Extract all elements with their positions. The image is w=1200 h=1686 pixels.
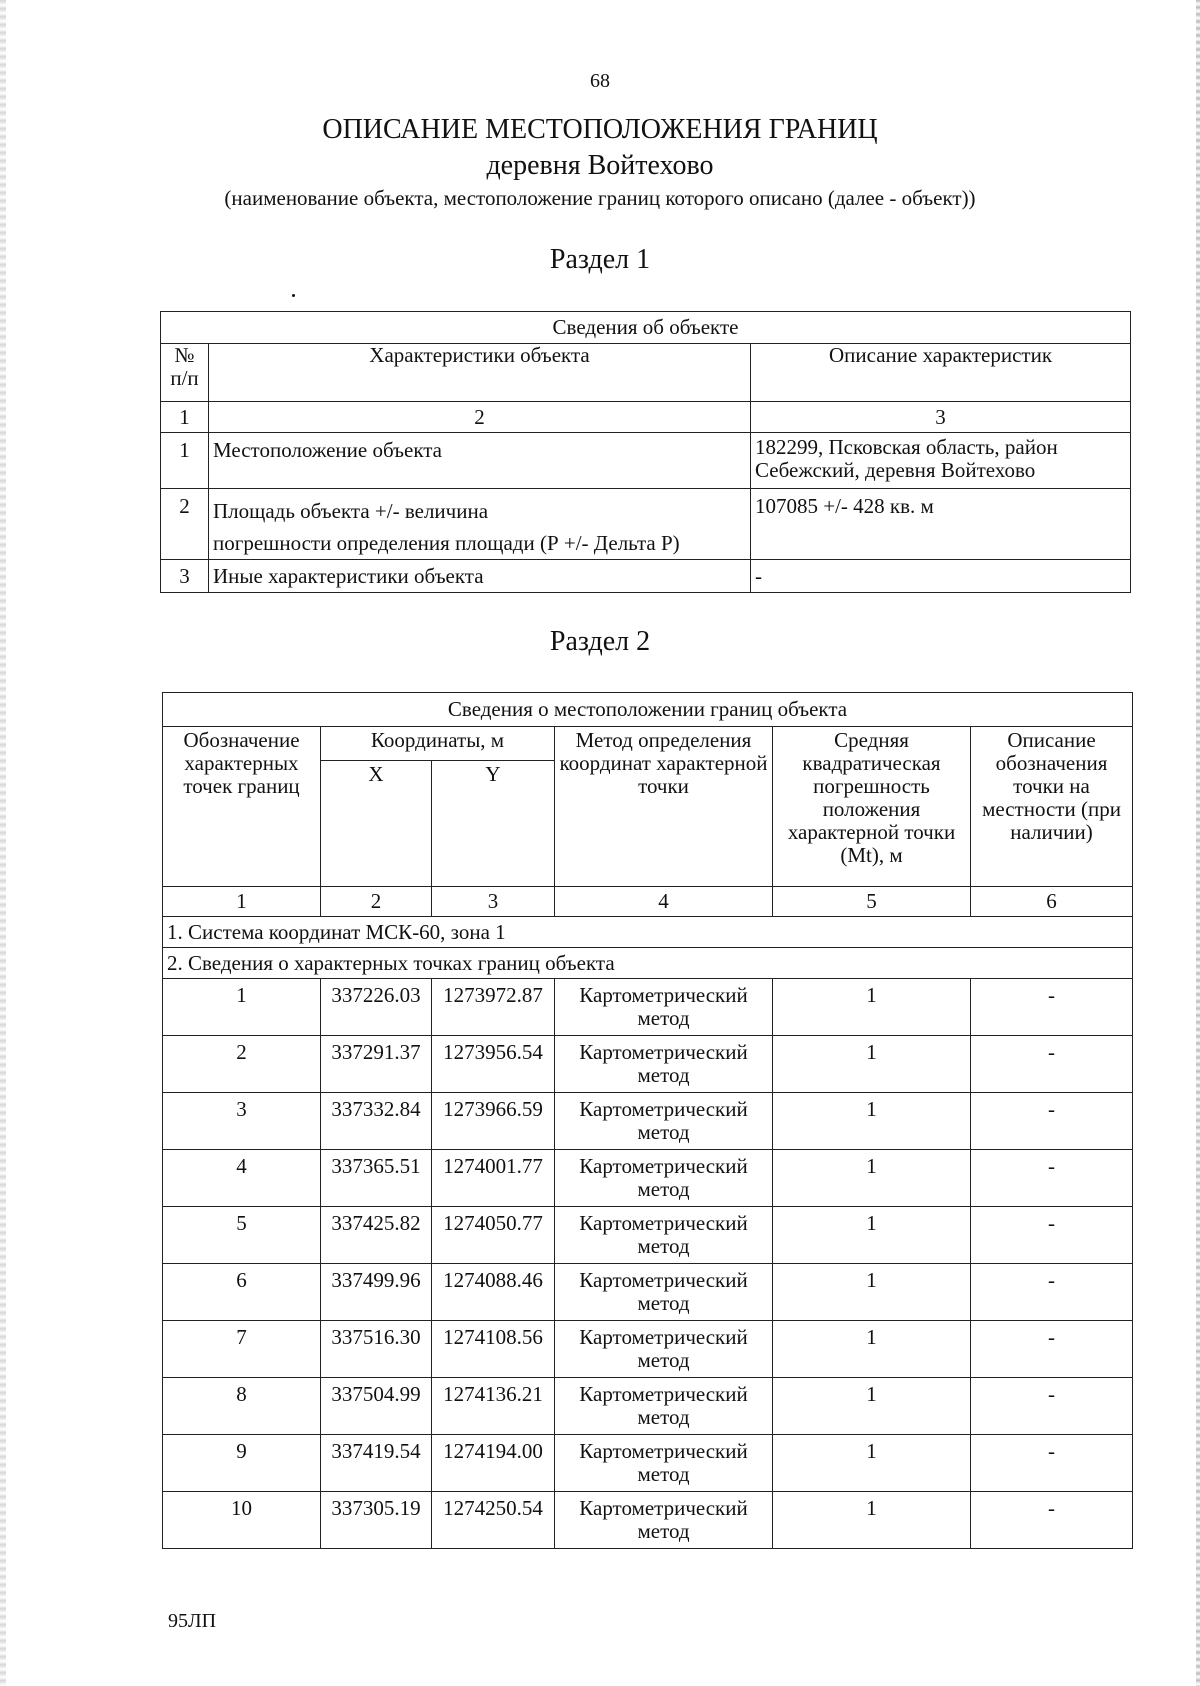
mean-error: 1 xyxy=(773,1150,971,1207)
table-row xyxy=(163,1435,1133,1492)
point-description: - xyxy=(971,1036,1133,1093)
page-number: 68 xyxy=(590,70,610,92)
header-coordinates: Координаты, м xyxy=(321,727,555,761)
method-line-2: метод xyxy=(637,1519,690,1543)
method-line-1: Картометрический xyxy=(579,1496,748,1520)
table-row xyxy=(163,1321,1133,1378)
method xyxy=(555,1321,773,1378)
point-number: 4 xyxy=(163,1150,321,1207)
method xyxy=(555,1150,773,1207)
point-number: 2 xyxy=(163,1036,321,1093)
header-x: X xyxy=(321,761,432,887)
table-row xyxy=(163,979,1133,1036)
mean-error: 1 xyxy=(773,1207,971,1264)
coord-y: 1274136.21 xyxy=(432,1378,555,1435)
method xyxy=(555,1435,773,1492)
method xyxy=(555,1036,773,1093)
col-number: 5 xyxy=(773,887,971,917)
method xyxy=(555,1492,773,1549)
coord-y: 1274194.00 xyxy=(432,1435,555,1492)
document-title: ОПИСАНИЕ МЕСТОПОЛОЖЕНИЯ ГРАНИЦ xyxy=(322,114,878,145)
table-row xyxy=(163,1207,1133,1264)
coord-y: 1273972.87 xyxy=(432,979,555,1036)
table-row xyxy=(161,433,1131,489)
mean-error: 1 xyxy=(773,1378,971,1435)
header-point-description: Описание обозначения точки на местности (при наличии) xyxy=(971,727,1133,887)
table-title: Сведения о местоположении границ объекта xyxy=(163,693,1133,727)
point-description: - xyxy=(971,1207,1133,1264)
col-number: 1 xyxy=(161,402,209,433)
row-no: 1 xyxy=(161,433,209,489)
point-description: - xyxy=(971,1435,1133,1492)
row-characteristic: Иные характеристики объекта xyxy=(209,560,751,593)
method-line-2: метод xyxy=(637,1177,690,1201)
row-description: - xyxy=(751,560,1131,593)
mean-error: 1 xyxy=(773,1321,971,1378)
method-line-1: Картометрический xyxy=(579,1211,748,1235)
scan-dot xyxy=(292,294,295,297)
row-description: 107085 +/- 428 кв. м xyxy=(751,489,1131,560)
method-line-2: метод xyxy=(637,1234,690,1258)
method-line-1: Картометрический xyxy=(579,1268,748,1292)
mean-error: 1 xyxy=(773,1264,971,1321)
section-2-heading: Раздел 2 xyxy=(549,626,651,657)
table-row xyxy=(163,1264,1133,1321)
point-number: 6 xyxy=(163,1264,321,1321)
col-number: 4 xyxy=(555,887,773,917)
method xyxy=(555,1378,773,1435)
method-line-1: Картометрический xyxy=(579,1382,748,1406)
col-number: 2 xyxy=(209,402,751,433)
header-y: Y xyxy=(432,761,555,887)
coord-y: 1274250.54 xyxy=(432,1492,555,1549)
coord-y: 1273956.54 xyxy=(432,1036,555,1093)
method-line-1: Картометрический xyxy=(579,1097,748,1121)
table-row xyxy=(163,1150,1133,1207)
col-number: 1 xyxy=(163,887,321,917)
table-row xyxy=(161,560,1131,593)
col-number: 2 xyxy=(321,887,432,917)
point-number: 3 xyxy=(163,1093,321,1150)
object-name-note: (наименование объекта, местоположение границ которого описано (далее - объект)) xyxy=(224,186,976,210)
point-description: - xyxy=(971,1150,1133,1207)
table-row xyxy=(161,489,1131,560)
method xyxy=(555,1093,773,1150)
coord-x: 337499.96 xyxy=(321,1264,432,1321)
mean-error: 1 xyxy=(773,1492,971,1549)
method-line-2: метод xyxy=(637,1006,690,1030)
point-number: 7 xyxy=(163,1321,321,1378)
method-line-1: Картометрический xyxy=(579,1154,748,1178)
point-description: - xyxy=(971,1321,1133,1378)
coord-x: 337419.54 xyxy=(321,1435,432,1492)
method xyxy=(555,979,773,1036)
coord-x: 337226.03 xyxy=(321,979,432,1036)
point-number: 10 xyxy=(163,1492,321,1549)
table-row xyxy=(163,1036,1133,1093)
header-method: Метод определения координат характерной точки xyxy=(555,727,773,887)
coord-y: 1274108.56 xyxy=(432,1321,555,1378)
header-error: Средняя квадратическая погрешность положения характерной точки (Mt), м xyxy=(773,727,971,887)
object-info-table xyxy=(160,311,1131,593)
method-line-1: Картометрический xyxy=(579,983,748,1007)
row-no: 2 xyxy=(161,489,209,560)
method-line-2: метод xyxy=(637,1348,690,1372)
table-row xyxy=(163,1093,1133,1150)
row-description: 182299, Псковская область, район Себежский, деревня Войтехово xyxy=(751,433,1131,489)
point-description: - xyxy=(971,1264,1133,1321)
coordinate-system: 1. Система координат МСК-60, зона 1 xyxy=(163,917,1133,948)
method xyxy=(555,1264,773,1321)
coord-x: 337365.51 xyxy=(321,1150,432,1207)
point-description: - xyxy=(971,1378,1133,1435)
coord-y: 1274001.77 xyxy=(432,1150,555,1207)
characteristic-line-2: погрешности определения площади (Р +/- Дельта Р) xyxy=(213,531,680,555)
coord-x: 337504.99 xyxy=(321,1378,432,1435)
col-number: 6 xyxy=(971,887,1133,917)
method-line-2: метод xyxy=(637,1063,690,1087)
coord-y: 1273966.59 xyxy=(432,1093,555,1150)
boundary-points-table xyxy=(162,692,1133,1549)
method xyxy=(555,1207,773,1264)
point-description: - xyxy=(971,1492,1133,1549)
coord-x: 337291.37 xyxy=(321,1036,432,1093)
header-point-designation: Обозначение характерных точек границ xyxy=(163,727,321,887)
footer-code: 95ЛП xyxy=(168,1610,217,1632)
mean-error: 1 xyxy=(773,1435,971,1492)
table-title: Сведения об объекте xyxy=(161,312,1131,344)
method-line-2: метод xyxy=(637,1291,690,1315)
point-description: - xyxy=(971,979,1133,1036)
coord-x: 337516.30 xyxy=(321,1321,432,1378)
object-name: деревня Войтехово xyxy=(486,150,714,181)
col-number: 3 xyxy=(432,887,555,917)
point-number: 1 xyxy=(163,979,321,1036)
mean-error: 1 xyxy=(773,979,971,1036)
row-no: 3 xyxy=(161,560,209,593)
coord-y: 1274050.77 xyxy=(432,1207,555,1264)
row-characteristic xyxy=(209,489,751,560)
point-number: 9 xyxy=(163,1435,321,1492)
coord-x: 337332.84 xyxy=(321,1093,432,1150)
method-line-2: метод xyxy=(637,1405,690,1429)
header-no: № п/п xyxy=(161,344,209,402)
coord-x: 337425.82 xyxy=(321,1207,432,1264)
coord-y: 1274088.46 xyxy=(432,1264,555,1321)
method-line-2: метод xyxy=(637,1120,690,1144)
header-description: Описание характеристик xyxy=(751,344,1131,402)
point-number: 8 xyxy=(163,1378,321,1435)
table-row xyxy=(163,1492,1133,1549)
mean-error: 1 xyxy=(773,1093,971,1150)
col-number: 3 xyxy=(751,402,1131,433)
method-line-2: метод xyxy=(637,1462,690,1486)
row-characteristic: Местоположение объекта xyxy=(209,433,751,489)
header-characteristics: Характеристики объекта xyxy=(209,344,751,402)
point-description: - xyxy=(971,1093,1133,1150)
points-heading: 2. Сведения о характерных точках границ объекта xyxy=(163,948,1133,979)
mean-error: 1 xyxy=(773,1036,971,1093)
coord-x: 337305.19 xyxy=(321,1492,432,1549)
section-1-heading: Раздел 1 xyxy=(549,244,651,275)
point-number: 5 xyxy=(163,1207,321,1264)
method-line-1: Картометрический xyxy=(579,1325,748,1349)
table-row xyxy=(163,1378,1133,1435)
method-line-1: Картометрический xyxy=(579,1040,748,1064)
characteristic-line-1: Площадь объекта +/- величина xyxy=(213,499,489,523)
method-line-1: Картометрический xyxy=(579,1439,748,1463)
